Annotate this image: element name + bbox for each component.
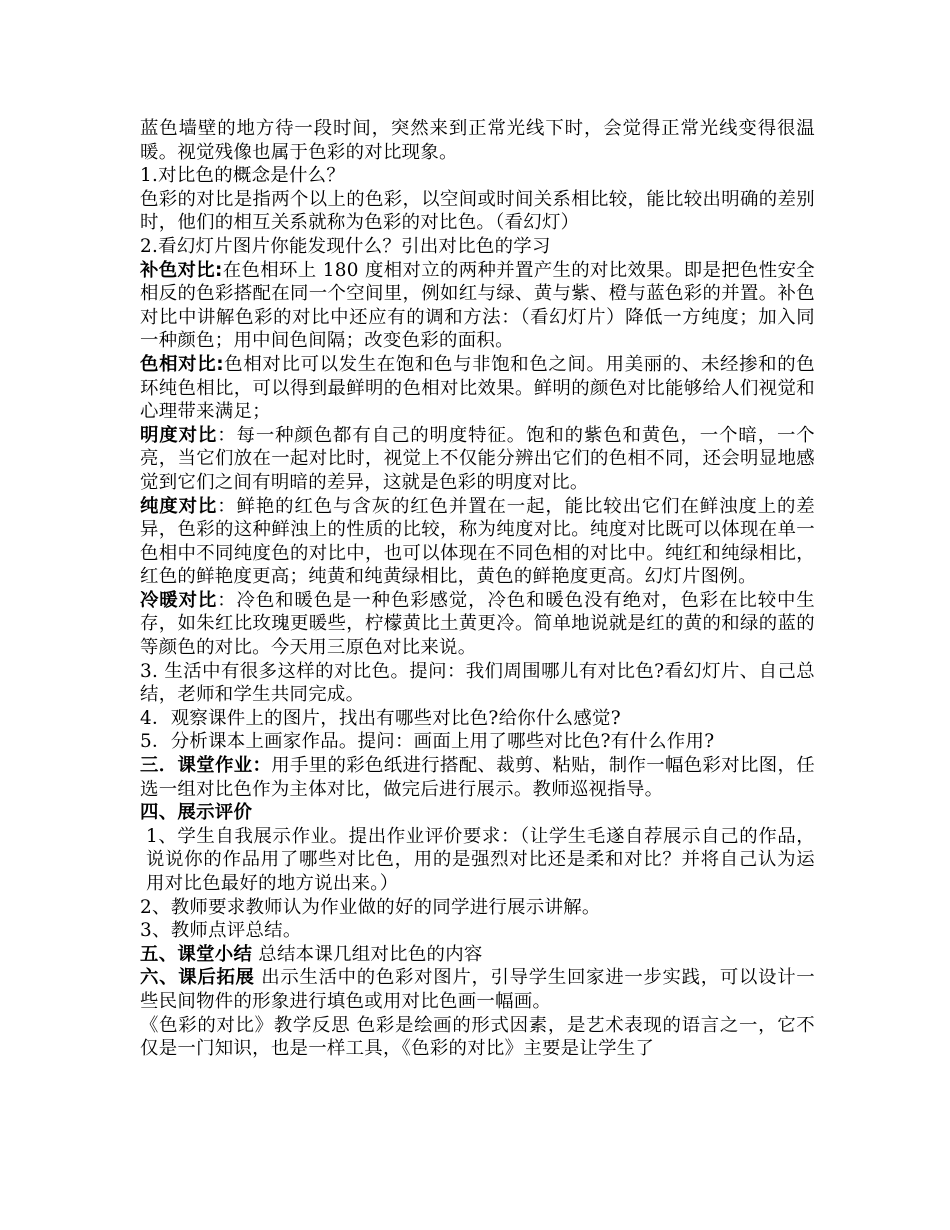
paragraph-heading: 冷暖对比 (140, 589, 218, 611)
paragraph-text: ：鲜艳的红色与含灰的红色并置在一起，能比较出它们在鲜浊度上的差异，色彩的这种鲜浊上的性质的比较，称为纯度对比。纯度对比既可以体现在单一色相中不同纯度色的对比中，也可以体现在不同色相的对比中。纯红和纯绿相比，红色的鲜艳度更高；纯黄和纯黄绿相比，黄色的鲜艳度更高。幻灯片图例。 (140, 495, 815, 588)
paragraph-contrast-definition (140, 188, 815, 235)
section-extension (140, 966, 815, 1013)
paragraph-text: 1.对比色的概念是什么？ (140, 165, 346, 187)
paragraph-text: 3、教师点评总结。 (140, 920, 302, 942)
section-display-evaluation (140, 801, 815, 825)
paragraph-text: 出示生活中的色彩对图片，引导学生回家进一步实践，可以设计一些民间物件的形象进行填色或用对比色画一幅画。 (140, 967, 815, 1012)
paragraph-text: 4．观察课件上的图片，找出有哪些对比色?给你什么感觉? (140, 707, 621, 729)
paragraph-text: 用手里的彩色纸进行搭配、裁剪、粘贴，制作一幅色彩对比图，任选一组对比色作为主体对比，做完后进行展示。教师巡视指导。 (140, 755, 815, 800)
paragraph-text: ：冷色和暖色是一种色彩感觉，冷色和暖色没有绝对，色彩在比较中生存，如朱红比玫瑰更暖些，柠檬黄比土黄更冷。简单地说就是红的黄的和绿的蓝的等颜色的对比。今天用三原色对比来说。 (140, 589, 815, 659)
paragraph-afterimage (140, 117, 815, 164)
paragraph-heading: 纯度对比 (140, 495, 218, 517)
section-classwork (140, 754, 815, 801)
question-2 (140, 235, 815, 259)
paragraph-reflection (140, 1014, 815, 1061)
paragraph-text: 1、学生自我展示作业。提出作业评价要求：（让学生毛遂自荐展示自己的作品，说说你的作品用了哪些对比色，用的是强烈对比还是柔和对比？并将自己认为运用对比色最好的地方说出来。） (146, 825, 815, 894)
paragraph-heading: 色相对比: (140, 353, 224, 375)
section-heading: 六、课后拓展 (140, 967, 255, 989)
document-page (140, 117, 815, 1061)
paragraph-text: 总结本课几组对比色的内容 (252, 943, 483, 965)
section-heading: 四、展示评价 (140, 802, 253, 824)
question-1 (140, 164, 815, 188)
paragraph-text: 色相对比可以发生在饱和色与非饱和色之间。用美丽的、未经掺和的色环纯色相比，可以得到最鲜明的色相对比效果。鲜明的颜色对比能够给人们视觉和心理带来满足； (140, 353, 815, 423)
paragraph-hue-contrast (140, 353, 815, 424)
question-3 (140, 660, 815, 707)
paragraph-text: 《色彩的对比》教学反思 色彩是绘画的形式因素，是艺术表现的语言之一，它不仅是一门知识，也是一样工具，《色彩的对比》主要是让学生了 (140, 1014, 815, 1060)
paragraph-text: 3. 生活中有很多这样的对比色。提问：我们周围哪儿有对比色?看幻灯片、自己总结，老师和学生共同完成。 (140, 660, 815, 706)
paragraph-value-contrast (140, 424, 815, 495)
paragraph-text: 2.看幻灯片图片你能发现什么？引出对比色的学习 (140, 235, 551, 257)
question-4 (140, 707, 815, 731)
paragraph-text: 2、教师要求教师认为作业做的好的同学进行展示讲解。 (140, 896, 601, 918)
paragraph-text: 在色相环上 180 度相对立的两种并置产生的对比效果。即是把色性安全相反的色彩搭配在同一个空间里，例如红与绿、黄与紫、橙与蓝色彩的并置。补色对比中讲解色彩的对比中还应有的调和方法：（看幻灯片）降低一方纯度；加入同一种颜色；用中间色间隔；改变色彩的面积。 (140, 259, 816, 352)
paragraph-saturation-contrast (140, 495, 815, 589)
paragraph-text: 5．分析课本上画家作品。提问：画面上用了哪些对比色?有什么作用? (140, 731, 715, 753)
list-item-teacher-comment (140, 919, 815, 943)
paragraph-text: 蓝色墙壁的地方待一段时间，突然来到正常光线下时，会觉得正常光线变得很温暖。视觉残像也属于色彩的对比现象。 (140, 118, 815, 163)
section-summary (140, 943, 815, 967)
paragraph-text: 色彩的对比是指两个以上的色彩，以空间或时间关系相比较，能比较出明确的差别时，他们的相互关系就称为色彩的对比色。（看幻灯） (140, 188, 815, 234)
list-item-teacher-request (140, 896, 815, 920)
list-item-self-display (140, 825, 815, 896)
paragraph-heading: 补色对比: (140, 259, 223, 281)
section-heading: 五、课堂小结 (140, 943, 253, 965)
question-5 (140, 730, 815, 754)
paragraph-complementary-contrast (140, 259, 815, 353)
paragraph-heading: 明度对比 (140, 424, 218, 446)
paragraph-temperature-contrast (140, 589, 815, 660)
paragraph-text: ：每一种颜色都有自己的明度特征。饱和的紫色和黄色，一个暗，一个亮，当它们放在一起对比时，视觉上不仅能分辨出它们的色相不同，还会明显地感觉到它们之间有明暗的差异，这就是色彩的明度对比。 (140, 424, 815, 493)
section-heading: 三．课堂作业： (140, 755, 272, 777)
